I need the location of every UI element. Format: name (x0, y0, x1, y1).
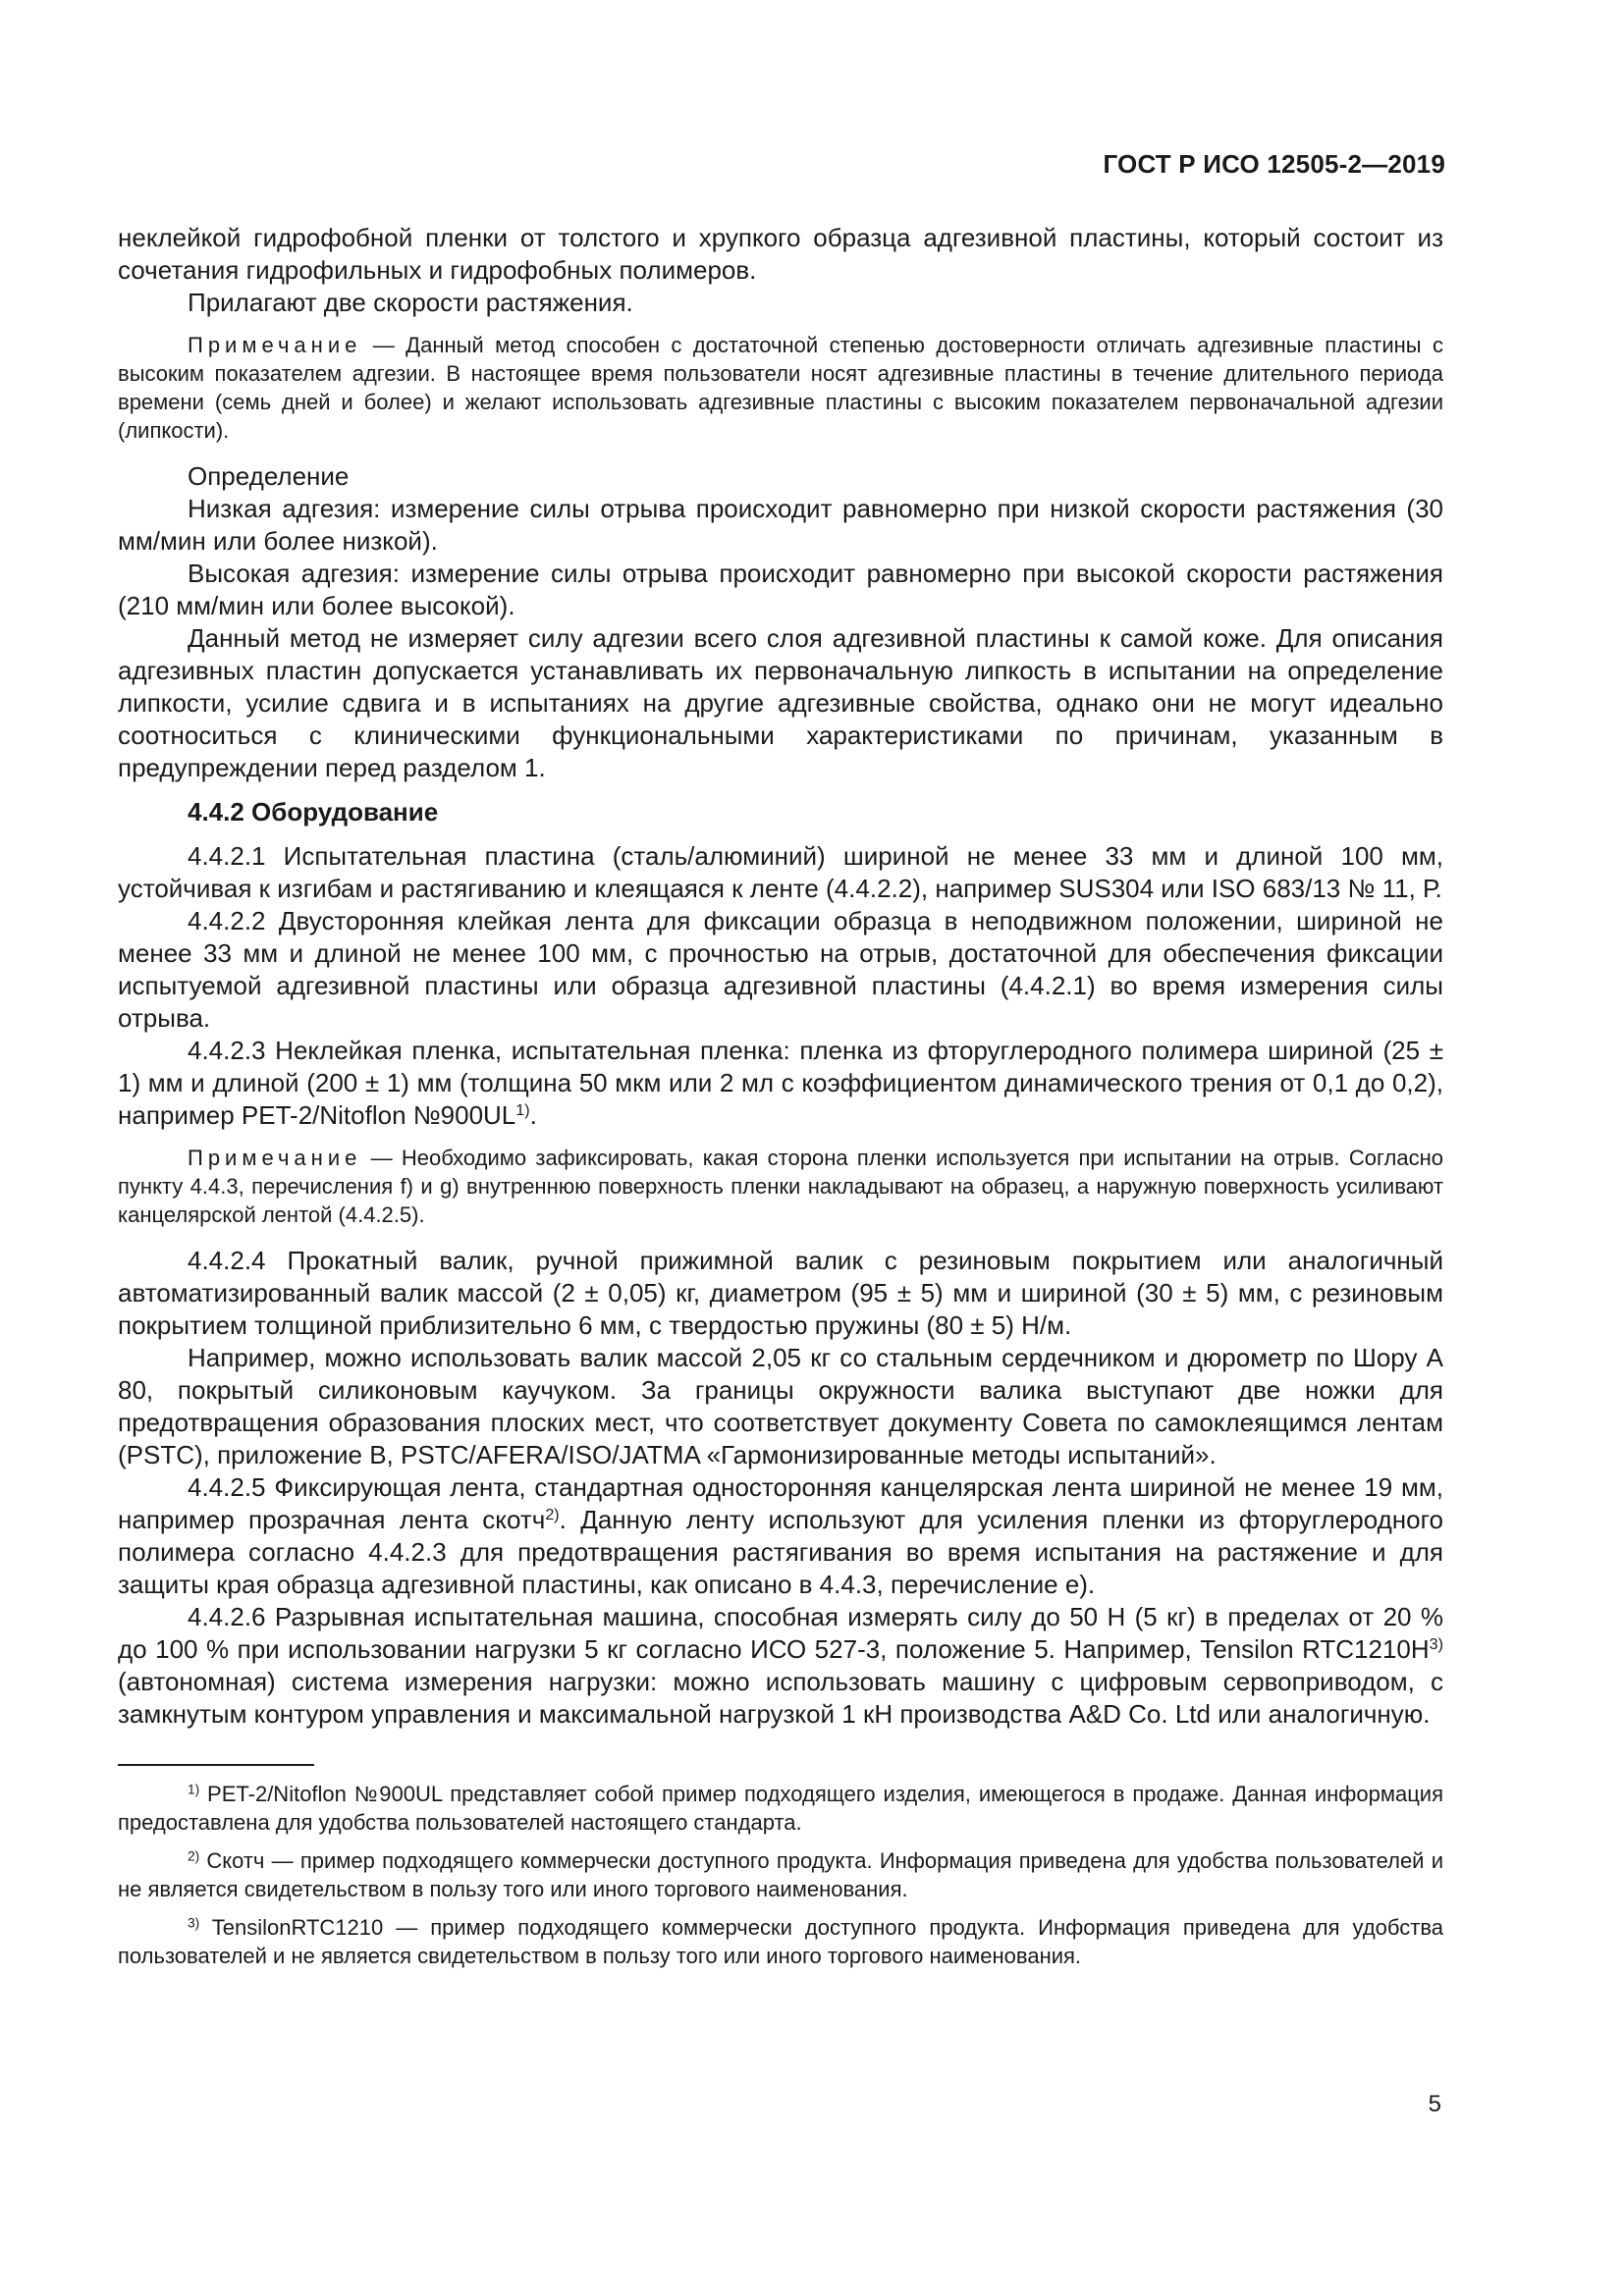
note-text: — Необходимо зафиксировать, какая сторона пленки используется при испытании на отрыв. Согласно пункту 4.4.3, перечисления f) и g) внутреннюю поверхность пленки накладывают на образец, а наружную поверхность усиливают канцелярской лентой (4.4.2.5). (118, 1146, 1443, 1227)
footnote-text: PET-2/Nitoflon №900UL представляет собой пример подходящего изделия, имеющегося в продаже. Данная информация предоставлена для удобства пользователей настоящего стандарта. (118, 1782, 1443, 1835)
footnote-text: Скотч — пример подходящего коммерчески доступного продукта. Информация приведена для удобства пользователей и не является свидетельством в пользу того или иного торгового наименования. (118, 1848, 1443, 1901)
clause-4-4-2-3 (118, 1035, 1443, 1132)
clause-text: 4.4.2.6 Разрывная испытательная машина, способная измерять силу до 50 Н (5 кг) в пределах от 20 % до 100 % при использовании нагрузки 5 кг согласно ИСО 527-3, положение 5. Например, Tensilon RTC1210H (118, 1602, 1443, 1664)
footnote-ref-1: 1) (515, 1101, 530, 1120)
footnote-1 (118, 1780, 1443, 1837)
note-label: Примечание (188, 333, 362, 357)
page-number: 5 (1428, 2091, 1441, 2117)
footnote-3 (118, 1913, 1443, 1970)
clause-4-4-2-1: 4.4.2.1 Испытательная пластина (сталь/алюминий) шириной не менее 33 мм и длиной 100 мм, устойчивая к изгибам и растягиванию и клеящаяся к ленте (4.4.2.2), например SUS304 или ISO 683/13 № 11, Р. (118, 841, 1443, 903)
note-1 (118, 331, 1443, 445)
section-title: 4.4.2 Оборудование (188, 797, 439, 827)
clause-text: 4.4.2.3 Неклейкая пленка, испытательная пленка: пленка из фторуглеродного полимера шириной (25 ± 1) мм и длиной (200 ± 1) мм (толщина 50 мкм или 2 мл с коэффициентом динамического трения от 0,1 до 0,2), например PET-2/Nitoflon №900UL (118, 1036, 1443, 1130)
clause-text: 4.4.2.5 Фиксирующая лента, стандартная односторонняя канцелярская лента шириной не менее 19 мм, например прозрачная лента скотч (118, 1472, 1443, 1534)
paragraph-continuation: неклейкой гидрофобной пленки от толстого и хрупкого образца адгезивной пластины, который состоит из сочетания гидрофильных и гидрофобных полимеров. (118, 223, 1443, 285)
footnote-text: TensilonRTC1210 — пример подходящего коммерчески доступного продукта. Информация приведена для удобства пользователей и не является свидетельством в пользу того или иного торгового наименования. (118, 1915, 1443, 1968)
clause-text-cont: . Данную ленту используют для усиления пленки из фторуглеродного полимера согласно 4.4.2.3 для предотвращения растягивания во время испытания на растяжение и для защиты края образца адгезивной пластины, как описано в 4.4.3, перечисление е). (118, 1505, 1444, 1599)
clause-end: . (529, 1100, 537, 1130)
footnote-ref-3: 3) (1429, 1635, 1443, 1654)
clause-4-4-2-4: 4.4.2.4 Прокатный валик, ручной прижимной валик с резиновым покрытием или аналогичный автоматизированный валик массой (2 ± 0,05) кг, диаметром (95 ± 5) мм и шириной (30 ± 5) мм, с резиновым покрытием толщиной приблизительно 6 мм, с твердостью пружины (80 ± 5) Н/м. (118, 1246, 1443, 1340)
clause-text-cont: (автономная) система измерения нагрузки: можно использовать машину с цифровым сервоприводом, с замкнутым контуром управления и максимальной нагрузкой 1 кН производства A&D Co. Ltd или аналогичную. (118, 1667, 1443, 1729)
footnote-mark: 1) (188, 1782, 200, 1797)
footnote-mark: 2) (188, 1848, 200, 1864)
paragraph-definition: Определение (188, 461, 350, 491)
footnote-ref-2: 2) (545, 1506, 560, 1524)
footnote-2 (118, 1846, 1443, 1903)
note-label: Примечание (188, 1146, 362, 1170)
paragraph-two-speeds: Прилагают две скорости растяжения. (188, 288, 633, 317)
note-2 (118, 1144, 1443, 1229)
clause-4-4-2-6 (118, 1601, 1443, 1731)
document-header: ГОСТ Р ИСО 12505-2—2019 (1103, 149, 1445, 179)
page-body (118, 222, 1443, 1980)
paragraph-method: Данный метод не измеряет силу адгезии всего слоя адгезивной пластины к самой коже. Для описания адгезивных пластин допускается устанавливать их первоначальную липкость в испытании на определение липкости, усилие сдвига и в испытаниях на другие адгезивные свойства, однако они не могут идеально соотноситься с клиническими функциональными характеристиками по причинам, указанным в предупреждении перед разделом 1. (118, 623, 1443, 782)
paragraph-high-adhesion: Высокая адгезия: измерение силы отрыва происходит равномерно при высокой скорости растяжения (210 мм/мин или более высокой). (118, 559, 1443, 620)
clause-4-4-2-5 (118, 1471, 1443, 1601)
note-text: — Данный метод способен с достаточной степенью достоверности отличать адгезивные пластины с высоким показателем адгезии. В настоящее время пользователи носят адгезивные пластины в течение длительного периода времени (семь дней и более) и желают использовать адгезивные пластины с высоким показателем первоначальной адгезии (липкости). (118, 333, 1443, 443)
footnote-divider (118, 1764, 314, 1766)
paragraph-roller-example: Например, можно использовать валик массой 2,05 кг со стальным сердечником и дюрометр по Шору А 80, покрытый силиконовым каучуком. За границы окружности валика выступают две ножки для предотвращения образования плоских мест, что соответствует документу Совета по самоклеящимся лентам (PSTC), приложение В, PSTC/AFERA/ISO/JATMA «Гармонизированные методы испытаний». (118, 1343, 1443, 1469)
clause-4-4-2-2: 4.4.2.2 Двусторонняя клейкая лента для фиксации образца в неподвижном положении, шириной не менее 33 мм и длиной не менее 100 мм, с прочностью на отрыв, достаточной для обеспечения фиксации испытуемой адгезивной пластины или образца адгезивной пластины (4.4.2.1) во время измерения силы отрыва. (118, 906, 1443, 1033)
paragraph-low-adhesion: Низкая адгезия: измерение силы отрыва происходит равномерно при низкой скорости растяжения (30 мм/мин или более низкой). (118, 494, 1443, 556)
footnote-mark: 3) (188, 1915, 200, 1931)
